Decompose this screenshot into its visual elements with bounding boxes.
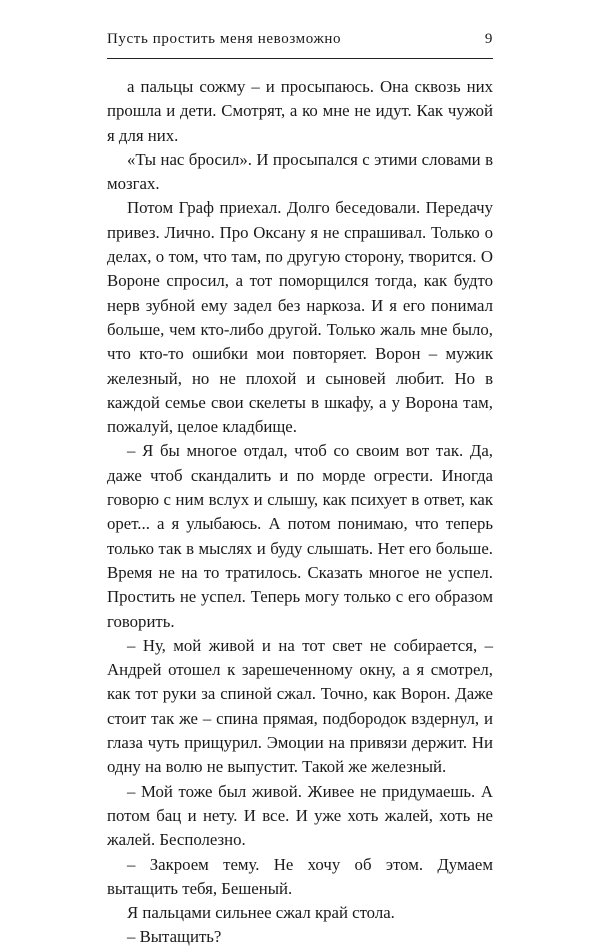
paragraph: «Ты нас бросил». И просыпался с этими словами в мозгах.	[107, 149, 493, 194]
paragraph: – Вытащить?	[127, 927, 222, 947]
paragraph: – Я бы многое отдал, чтоб со своим вот так. Да, даже чтоб скандалить и по морде огрести. Иногда говорю с ним вслух и слышу, как психует в ответ, как орет... а я улыбаюсь. А потом понимаю, что теперь только так в мыслях и буду слышать. Нет его больше. Время не на то тратилось. Сказать многое не успел. Простить не успел. Теперь могу только с его образом говорить.	[107, 441, 493, 631]
running-head	[107, 31, 493, 53]
paragraph: – Закроем тему. Не хочу об этом. Думаем вытащить тебя, Бешеный.	[107, 854, 493, 898]
paragraph: Потом Граф приехал. Долго беседовали. Передачу привез. Лично. Про Оксану я не спрашивал. Только о делах, о том, что там, по другую сторону, творится. О Вороне спросил, а тот поморщился тогда, как будто нерв зубной ему задел без наркоза. И я его понимал больше, чем кто-либо другой. Только жаль мне было, что кто-то ошибки мои повторяет. Ворон – мужик железный, но не плохой и сыновей любит. Но в каждой семье свои скелеты в шкафу, а у Ворона там, пожалуй, целое кладбище.	[107, 198, 493, 437]
paragraph: а пальцы сожму – и просыпаюсь. Она сквозь них прошла и дети. Смотрят, а ко мне не идут. Как чужой я для них.	[107, 77, 493, 145]
paragraph: – Мой тоже был живой. Живее не придумаешь. А потом бац и нету. И все. И уже хоть жалей, хоть не жалей. Бесполезно.	[107, 781, 493, 850]
chapter-title: Пусть простить меня невозможно	[107, 31, 342, 47]
header-divider	[107, 58, 493, 59]
paragraph: – Ну, мой живой и на тот свет не собирается, – Андрей отошел к зарешеченному окну, а я смотрел, как тот руки за спиной сжал. Точно, как Ворон. Даже стоит так же – спина прямая, подбородок вздернул, и глаза чуть прищурил. Эмоции на привязи держит. Ни одну на волю не выпустит. Такой же железный.	[107, 635, 493, 777]
body-text	[107, 75, 493, 950]
paragraph: Я пальцами сильнее сжал край стола.	[127, 903, 395, 923]
page-number: 9	[484, 31, 493, 47]
